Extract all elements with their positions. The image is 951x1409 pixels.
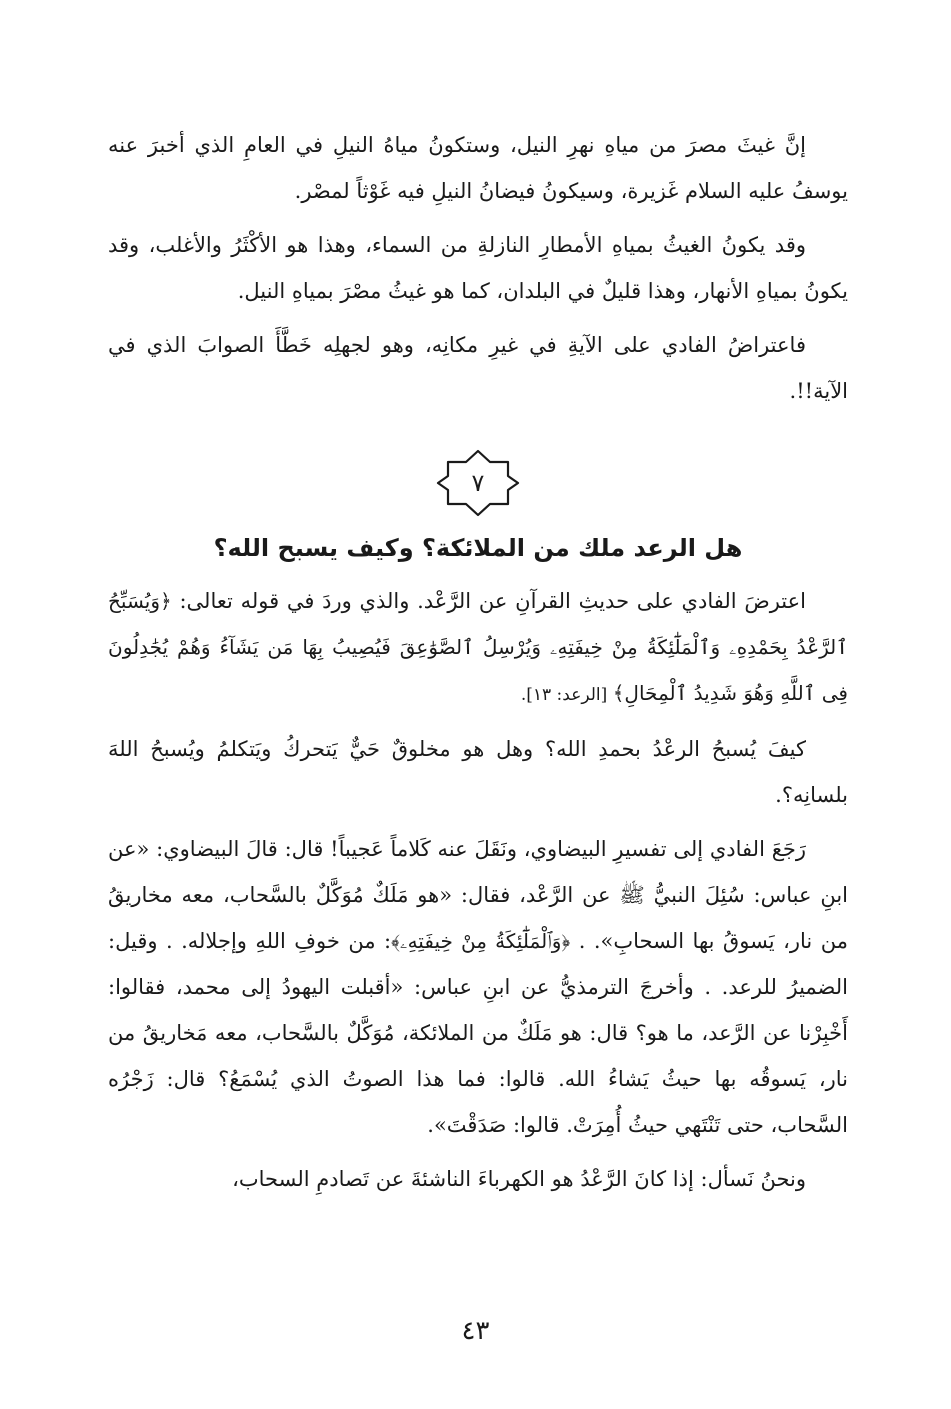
verse-reference: [الرعد: ١٣]. xyxy=(520,685,613,705)
page-body xyxy=(108,122,848,1210)
paragraph-nile-flood: إنَّ غيثَ مصرَ من مياهِ نهرِ النيل، وستكونُ مياهُ النيلِ في العامِ الذي أخبرَ عنه يوسفُ عليه السلام غَزيرة، وسيكونُ فيضانُ النيلِ فيه غَوْثاً لمصْر. xyxy=(108,133,848,203)
section-title: هل الرعد ملك من الملائكة؟ وكيف يسبح الله؟ xyxy=(213,534,743,562)
section-number-badge xyxy=(434,448,522,518)
paragraph-our-question: ونحنُ نَسأل: إذا كانَ الرَّعْدُ هو الكهرباءَ الناشئةَ عن تَصادمِ السحاب، xyxy=(232,1167,806,1191)
page-number: ٤٣ xyxy=(461,1316,490,1346)
quran-verse-angels: ﴿وَٱلْمَلَٰٓئِكَةُ مِنْ خِيفَتِهِۦ﴾ xyxy=(391,929,571,953)
baydawi-text-part2: : من خوفِ اللهِ وإجلاله. . وقيل: الضميرُ للرعد. . وأخرجَ الترمذيُّ عن ابنِ عباس: «أقبلت اليهودُ إلى محمد، فقالوا: أَخْبِرْنا عن الرَّعد، ما هو؟ قال: هو مَلَكٌ من الملائكة، مُوَكَّلٌ بالسَّحاب، معه مَخاريقُ من نار، يَسوقُه بها حيثُ يَشاءُ الله. قالوا: فما هذا الصوتُ الذي يُسْمَعُ؟ قال: زَجْرُه السَّحاب، حتى تَنْتَهي حيثُ أُمِرَتْ. قالوا: صَدَقْتَ». xyxy=(108,929,848,1137)
section-number: ٧ xyxy=(471,469,485,497)
intro-text: اعترضَ الفادي على حديثِ القرآنِ عن الرَّعْد. والذي وردَ في قوله تعالى: xyxy=(171,589,806,613)
paragraph-baydawi-quote xyxy=(108,826,848,1148)
paragraph-rain-sources: وقد يكونُ الغيثُ بمياهِ الأمطارِ النازلةِ من السماء، وهذا هو الأكْثَرُ والأغلب، وقد يكونُ بمياهِ الأنهار، وهذا قليلٌ في البلدان، كما هو غيثُ مصْرَ بمياهِ النيل. xyxy=(108,233,848,303)
quran-verse-thunder: ﴿وَيُسَبِّحُ ٱلرَّعْدُ بِحَمْدِهِۦ وَٱلْمَلَٰٓئِكَةُ مِنْ خِيفَتِهِۦ وَيُرْسِلُ ٱلصَّوَٰعِقَ فَيُصِيبُ بِهَا مَن يَشَآءُ وَهُمْ يُجَٰدِلُونَ فِى ٱللَّهِ وَهُوَ شَدِيدُ ٱلْمِحَالِ﴾ xyxy=(108,589,848,705)
paragraph-thunder-intro xyxy=(108,578,848,718)
paragraph-thunder-question: كيفَ يُسبحُ الرعْدُ بحمدِ الله؟ وهل هو مخلوقٌ حَيٌّ يَتحركُ ويَتكلمُ ويُسبحُ اللهَ بلسانِه؟. xyxy=(108,737,848,807)
baydawi-text-part1: رَجَعَ الفادي إلى تفسيرِ البيضاوي، ونَقَلَ عنه كَلاماً عَجيباً! قال: قالَ البيضاوي: «عن ابنِ عباس: سُئِلَ النبيُّ ﷺ عن الرَّعْد، فقال: «هو مَلَكٌ مُوَكَّلٌ بالسَّحاب، معه مخاريقُ من نار، يَسوقُ بها السحابِ». . xyxy=(108,837,848,953)
paragraph-objection-misplaced: فاعتراضُ الفادي على الآيةِ في غيرِ مكانِه، وهو لجهلِه خَطَّأَ الصوابَ الذي في الآية!!. xyxy=(108,333,848,403)
